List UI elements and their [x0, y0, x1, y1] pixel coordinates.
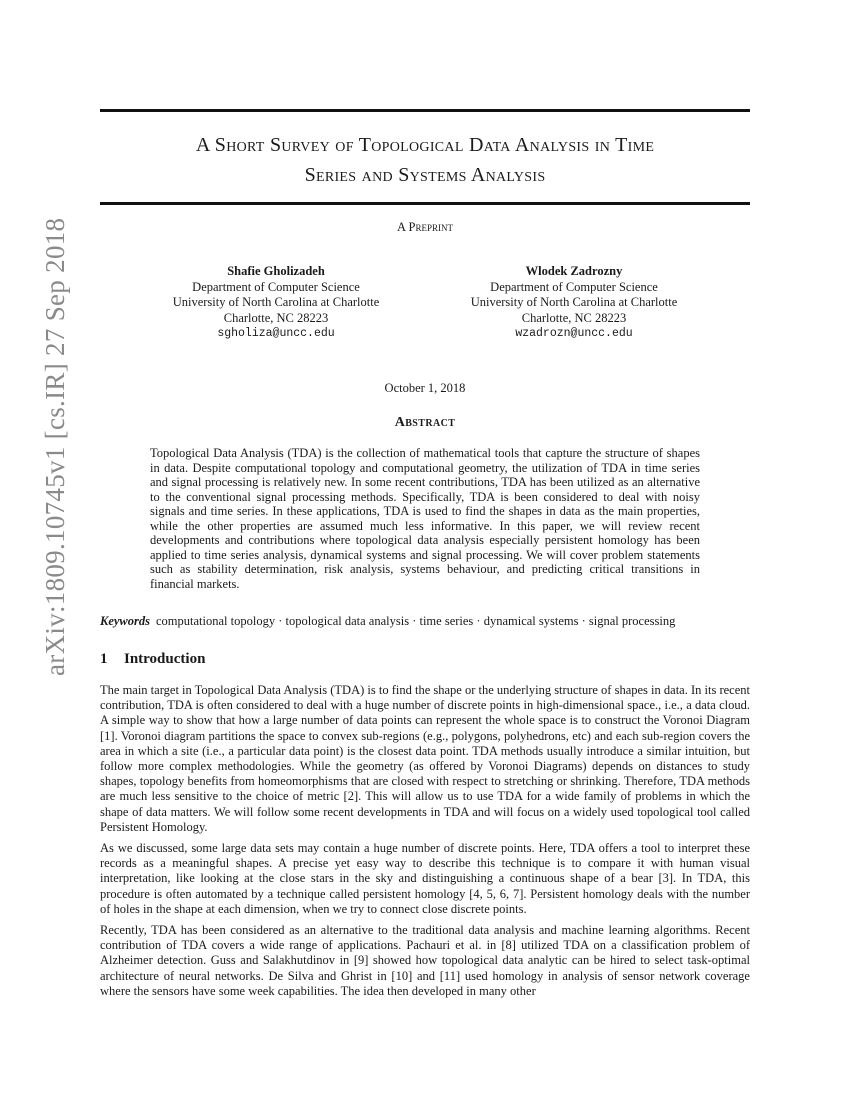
author-university: University of North Carolina at Charlotte — [470, 295, 678, 309]
author-location: Charlotte, NC 28223 — [223, 310, 329, 325]
section-title: Introduction — [124, 651, 206, 667]
author-name: Wlodek Zadrozny — [525, 264, 623, 278]
publication-date: October 1, 2018 — [384, 381, 466, 395]
section-body — [100, 683, 750, 1005]
body-paragraph: The main target in Topological Data Analysis (TDA) is to find the shape or the underlying structure of shapes in data. In its recent contribution, TDA is often considered to deal with a huge number of discrete points in high-dimensional space., i.e., a data cloud. A simple way to show that how a large number of data points can represent the whole space is to construct the Voronoi Diagram [1]. Voronoi diagram partitions the space to convex sub-regions (e.g., polygons, polyhedrons, etc) and each sub-region covers the area in which a site (i.e., a particular data point) is the closest data point. TDA methods usually introduce a similar intuition, but follow more complex methodologies. While the geometry (as offered by Voronoi Diagrams) depends on distances to study shapes, topology benefits from homeomorphisms that are closed with respect to stretching or shrinking. Therefore, TDA methods are much less sensitive to the choice of metric [2]. This will allow us to use TDA for a wide family of problems in which the shape of data matters. We will follow some recent developments in TDA and will focus on a widely used topological tool called Persistent Homology. — [100, 683, 750, 834]
keywords-line — [100, 614, 750, 629]
paper-title-line-2: Series and Systems Analysis — [304, 164, 546, 186]
author-email: sgholiza@uncc.edu — [217, 327, 335, 340]
keywords-list: computational topology · topological data analysis · time series · dynamical systems · signal processing — [156, 614, 676, 628]
author-department: Department of Computer Science — [490, 279, 658, 294]
keywords-label: Keywords — [100, 614, 150, 628]
preprint-label: A Preprint — [397, 220, 453, 234]
body-paragraph: As we discussed, some large data sets may contain a huge number of discrete points. Here, TDA offers a tool to interpret these records as a meaningful shapes. A precise yet easy way to describe this technique is to compare it with human visual interpretation, like looking at the close stars in the sky and distinguishing a continuous shape of a bear [3]. In TDA, this procedure is often automated by a technique called persistent homology [4, 5, 6, 7]. Persistent homology deals with the number of holes in the shape at each dimension, when we try to connect close discrete points. — [100, 841, 750, 916]
author-name: Shafie Gholizadeh — [227, 264, 325, 278]
body-paragraph: Recently, TDA has been considered as an alternative to the traditional data analysis and machine learning algorithms. Recent contribution of TDA covers a wide range of applications. Pachauri et al. in [8] utilized TDA on a classification problem of Alzheimer detection. Guss and Salakhutdinov in [9] showed how topological data analytic can be hired to select task-optimal architecture of neural networks. De Silva and Ghrist in [10] and [11] used homology in analysis of sensor network coverage where the sensors have some week capabilities. The idea then developed in many other — [100, 923, 750, 998]
section-number: 1 — [100, 651, 108, 667]
title-bottom-rule — [100, 202, 750, 205]
section-heading — [100, 651, 750, 668]
author-block-1 — [126, 264, 426, 342]
arxiv-identifier-stamp: arXiv:1809.10745v1 [cs.IR] 27 Sep 2018 — [40, 217, 70, 676]
author-university: University of North Carolina at Charlotte — [172, 295, 380, 309]
abstract-text: Topological Data Analysis (TDA) is the collection of mathematical tools that capture the structure of shapes in data. Despite computational topology and computational geometry, the utilization of TDA in time series and signal processing is relatively new. In some recent contributions, TDA has been utilized as an alternative to the conventional signal processing methods. Specifically, TDA is been considered to deal with noisy signals and time series. In these applications, TDA is used to find the shapes in data as the main properties, while the other properties are assumed much less informative. In this paper, we will review recent developments and contributions where topological data analysis especially persistent homology has been applied to time series analysis, dynamical systems and signal processing. We will cover problem statements such as stability determination, risk analysis, systems behaviour, and predicting critical transitions in financial markets. — [150, 446, 700, 591]
author-email: wzadrozn@uncc.edu — [515, 327, 633, 340]
abstract-heading: Abstract — [394, 415, 456, 430]
paper-title — [100, 130, 750, 190]
paper-title-line-1: A Short Survey of Topological Data Analysis in Time — [195, 134, 655, 156]
author-department: Department of Computer Science — [192, 279, 360, 294]
title-top-rule — [100, 109, 750, 112]
author-block-2 — [424, 264, 724, 342]
author-location: Charlotte, NC 28223 — [521, 310, 627, 325]
